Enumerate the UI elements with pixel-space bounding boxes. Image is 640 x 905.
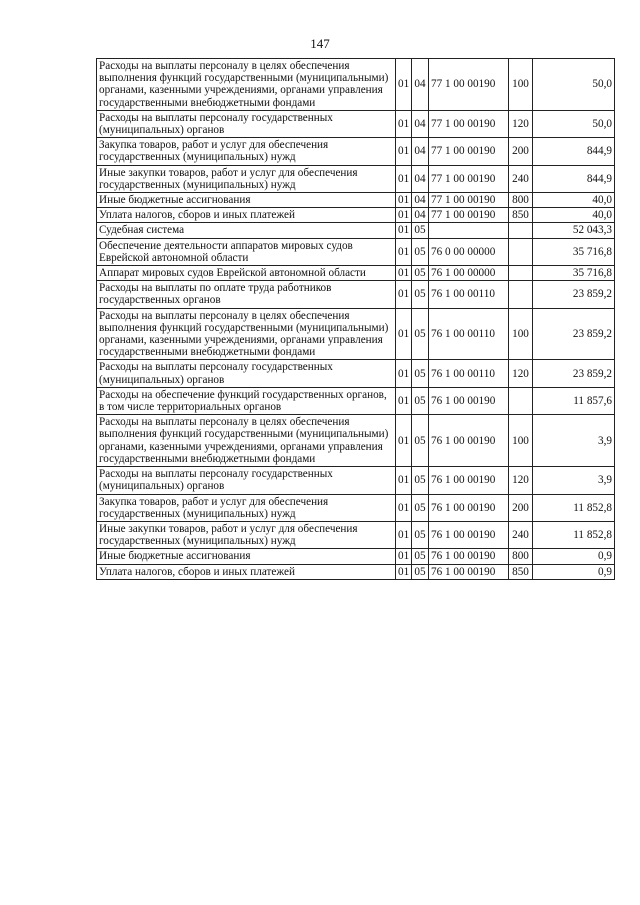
table-row bbox=[97, 238, 615, 265]
row-section-code: 01 bbox=[396, 193, 412, 208]
row-name: Расходы на выплаты персоналу в целях обеспечения выполнения функций государственными (муниципальными) органами, казенными учреждениями, органами управления государственными внебюджетными фондами bbox=[97, 308, 396, 360]
budget-table bbox=[96, 58, 615, 580]
row-section-code: 01 bbox=[396, 59, 412, 111]
row-subsection-code: 05 bbox=[412, 415, 429, 467]
row-target-article bbox=[429, 223, 509, 238]
row-section-code: 01 bbox=[396, 208, 412, 223]
row-subsection-code: 05 bbox=[412, 387, 429, 414]
row-target-article: 76 1 00 00110 bbox=[429, 360, 509, 387]
table-row bbox=[97, 494, 615, 521]
row-amount: 40,0 bbox=[533, 208, 615, 223]
row-amount: 11 857,6 bbox=[533, 387, 615, 414]
row-expense-type bbox=[509, 387, 533, 414]
row-subsection-code: 05 bbox=[412, 564, 429, 579]
table-row bbox=[97, 308, 615, 360]
row-subsection-code: 05 bbox=[412, 549, 429, 564]
row-name: Иные закупки товаров, работ и услуг для обеспечения государственных (муниципальных) нужд bbox=[97, 165, 396, 192]
row-section-code: 01 bbox=[396, 387, 412, 414]
page-number: 147 bbox=[310, 36, 330, 51]
row-expense-type: 100 bbox=[509, 59, 533, 111]
row-amount: 844,9 bbox=[533, 165, 615, 192]
table-row bbox=[97, 387, 615, 414]
row-section-code: 01 bbox=[396, 360, 412, 387]
row-name: Уплата налогов, сборов и иных платежей bbox=[97, 208, 396, 223]
row-name: Закупка товаров, работ и услуг для обеспечения государственных (муниципальных) нужд bbox=[97, 494, 396, 521]
row-target-article: 77 1 00 00190 bbox=[429, 59, 509, 111]
row-target-article: 77 1 00 00190 bbox=[429, 208, 509, 223]
table-row bbox=[97, 208, 615, 223]
row-expense-type: 200 bbox=[509, 138, 533, 165]
row-target-article: 76 1 00 00110 bbox=[429, 308, 509, 360]
row-expense-type: 800 bbox=[509, 549, 533, 564]
row-subsection-code: 05 bbox=[412, 521, 429, 548]
row-amount: 11 852,8 bbox=[533, 521, 615, 548]
table-row bbox=[97, 549, 615, 564]
row-subsection-code: 04 bbox=[412, 138, 429, 165]
row-target-article: 77 1 00 00190 bbox=[429, 193, 509, 208]
row-subsection-code: 04 bbox=[412, 165, 429, 192]
row-section-code: 01 bbox=[396, 494, 412, 521]
row-target-article: 76 1 00 00190 bbox=[429, 549, 509, 564]
row-section-code: 01 bbox=[396, 223, 412, 238]
row-expense-type: 800 bbox=[509, 193, 533, 208]
row-section-code: 01 bbox=[396, 165, 412, 192]
row-subsection-code: 05 bbox=[412, 281, 429, 308]
table-row bbox=[97, 467, 615, 494]
row-section-code: 01 bbox=[396, 138, 412, 165]
row-expense-type bbox=[509, 238, 533, 265]
row-name: Обеспечение деятельности аппаратов мировых судов Еврейской автономной области bbox=[97, 238, 396, 265]
row-target-article: 77 1 00 00190 bbox=[429, 165, 509, 192]
row-amount: 23 859,2 bbox=[533, 308, 615, 360]
row-target-article: 76 1 00 00190 bbox=[429, 415, 509, 467]
row-target-article: 76 1 00 00190 bbox=[429, 387, 509, 414]
row-expense-type: 120 bbox=[509, 110, 533, 137]
row-expense-type bbox=[509, 266, 533, 281]
table-row bbox=[97, 415, 615, 467]
row-amount: 0,9 bbox=[533, 564, 615, 579]
row-expense-type: 240 bbox=[509, 165, 533, 192]
row-amount: 23 859,2 bbox=[533, 360, 615, 387]
row-expense-type: 850 bbox=[509, 208, 533, 223]
row-name: Закупка товаров, работ и услуг для обеспечения государственных (муниципальных) нужд bbox=[97, 138, 396, 165]
table-row bbox=[97, 281, 615, 308]
budget-table-body bbox=[97, 59, 615, 580]
row-target-article: 76 1 00 00000 bbox=[429, 266, 509, 281]
row-subsection-code: 05 bbox=[412, 308, 429, 360]
row-target-article: 76 1 00 00190 bbox=[429, 564, 509, 579]
row-expense-type bbox=[509, 281, 533, 308]
table-row bbox=[97, 110, 615, 137]
row-amount: 3,9 bbox=[533, 467, 615, 494]
row-subsection-code: 05 bbox=[412, 223, 429, 238]
table-row bbox=[97, 165, 615, 192]
row-amount: 35 716,8 bbox=[533, 238, 615, 265]
row-amount: 23 859,2 bbox=[533, 281, 615, 308]
row-section-code: 01 bbox=[396, 415, 412, 467]
row-target-article: 76 1 00 00190 bbox=[429, 494, 509, 521]
table-row bbox=[97, 59, 615, 111]
row-section-code: 01 bbox=[396, 238, 412, 265]
row-subsection-code: 04 bbox=[412, 59, 429, 111]
row-amount: 11 852,8 bbox=[533, 494, 615, 521]
row-expense-type: 240 bbox=[509, 521, 533, 548]
row-amount: 844,9 bbox=[533, 138, 615, 165]
row-name: Расходы на обеспечение функций государственных органов, в том числе территориальных органов bbox=[97, 387, 396, 414]
row-section-code: 01 bbox=[396, 549, 412, 564]
row-section-code: 01 bbox=[396, 308, 412, 360]
row-target-article: 76 1 00 00190 bbox=[429, 521, 509, 548]
row-target-article: 76 1 00 00110 bbox=[429, 281, 509, 308]
row-subsection-code: 05 bbox=[412, 467, 429, 494]
row-subsection-code: 04 bbox=[412, 193, 429, 208]
row-subsection-code: 05 bbox=[412, 266, 429, 281]
row-section-code: 01 bbox=[396, 266, 412, 281]
row-name: Расходы на выплаты по оплате труда работников государственных органов bbox=[97, 281, 396, 308]
row-name: Расходы на выплаты персоналу государственных (муниципальных) органов bbox=[97, 110, 396, 137]
row-amount: 3,9 bbox=[533, 415, 615, 467]
row-name: Аппарат мировых судов Еврейской автономной области bbox=[97, 266, 396, 281]
row-amount: 52 043,3 bbox=[533, 223, 615, 238]
row-amount: 40,0 bbox=[533, 193, 615, 208]
row-section-code: 01 bbox=[396, 564, 412, 579]
row-subsection-code: 05 bbox=[412, 360, 429, 387]
row-name: Иные бюджетные ассигнования bbox=[97, 193, 396, 208]
row-expense-type: 120 bbox=[509, 360, 533, 387]
table-row bbox=[97, 223, 615, 238]
row-amount: 50,0 bbox=[533, 110, 615, 137]
row-target-article: 77 1 00 00190 bbox=[429, 110, 509, 137]
row-target-article: 77 1 00 00190 bbox=[429, 138, 509, 165]
row-expense-type: 850 bbox=[509, 564, 533, 579]
row-expense-type: 100 bbox=[509, 415, 533, 467]
row-subsection-code: 05 bbox=[412, 238, 429, 265]
row-subsection-code: 04 bbox=[412, 110, 429, 137]
row-expense-type: 100 bbox=[509, 308, 533, 360]
row-section-code: 01 bbox=[396, 281, 412, 308]
row-name: Расходы на выплаты персоналу государственных (муниципальных) органов bbox=[97, 467, 396, 494]
row-subsection-code: 05 bbox=[412, 494, 429, 521]
row-name: Уплата налогов, сборов и иных платежей bbox=[97, 564, 396, 579]
table-row bbox=[97, 521, 615, 548]
table-row bbox=[97, 138, 615, 165]
row-expense-type: 120 bbox=[509, 467, 533, 494]
row-section-code: 01 bbox=[396, 110, 412, 137]
row-name: Расходы на выплаты персоналу государственных (муниципальных) органов bbox=[97, 360, 396, 387]
row-target-article: 76 0 00 00000 bbox=[429, 238, 509, 265]
row-name: Расходы на выплаты персоналу в целях обеспечения выполнения функций государственными (муниципальными) органами, казенными учреждениями, органами управления государственными внебюджетными фондами bbox=[97, 415, 396, 467]
row-amount: 35 716,8 bbox=[533, 266, 615, 281]
row-amount: 0,9 bbox=[533, 549, 615, 564]
table-row bbox=[97, 360, 615, 387]
row-expense-type bbox=[509, 223, 533, 238]
row-subsection-code: 04 bbox=[412, 208, 429, 223]
table-row bbox=[97, 564, 615, 579]
row-name: Иные закупки товаров, работ и услуг для обеспечения государственных (муниципальных) нужд bbox=[97, 521, 396, 548]
row-amount: 50,0 bbox=[533, 59, 615, 111]
row-name: Судебная система bbox=[97, 223, 396, 238]
row-section-code: 01 bbox=[396, 467, 412, 494]
row-expense-type: 200 bbox=[509, 494, 533, 521]
row-section-code: 01 bbox=[396, 521, 412, 548]
row-name: Расходы на выплаты персоналу в целях обеспечения выполнения функций государственными (муниципальными) органами, казенными учреждениями, органами управления государственными внебюджетными фондами bbox=[97, 59, 396, 111]
row-name: Иные бюджетные ассигнования bbox=[97, 549, 396, 564]
table-row bbox=[97, 193, 615, 208]
row-target-article: 76 1 00 00190 bbox=[429, 467, 509, 494]
table-row bbox=[97, 266, 615, 281]
